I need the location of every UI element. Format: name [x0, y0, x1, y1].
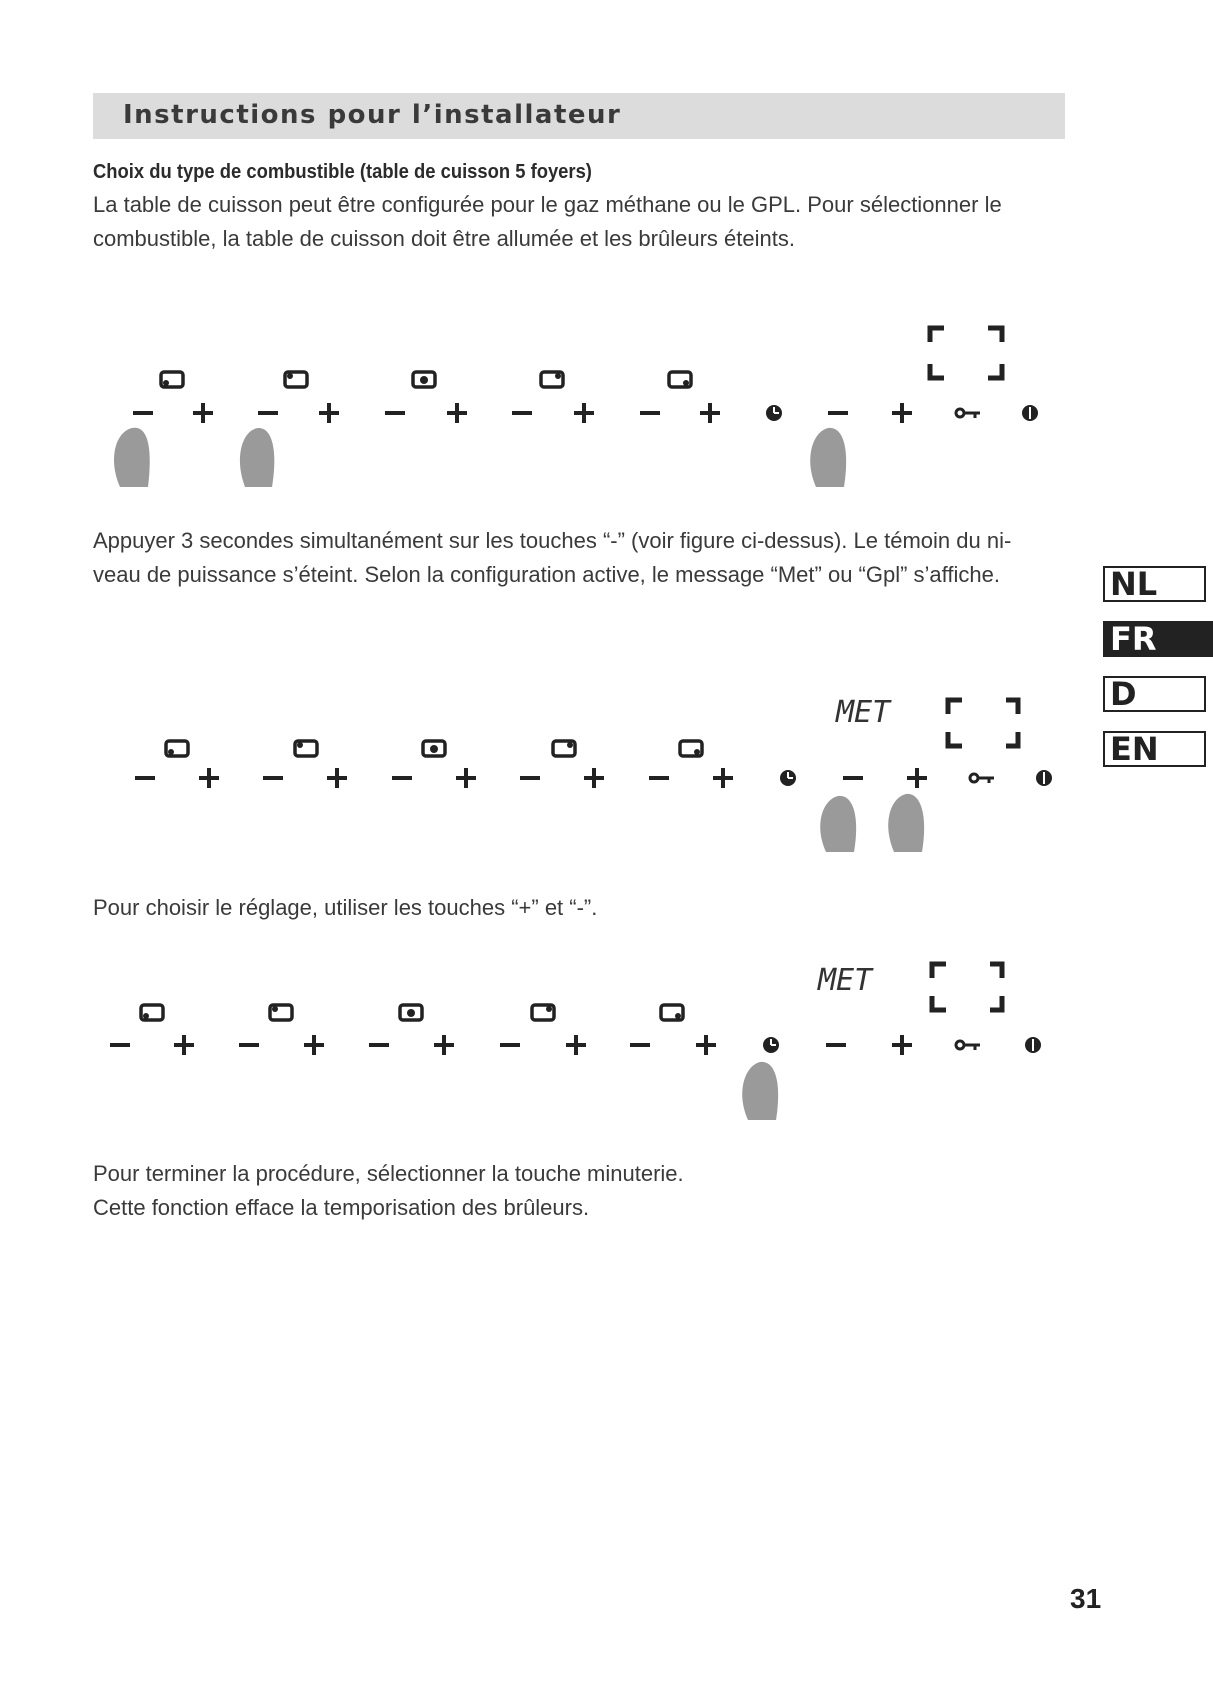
power-icon [1022, 405, 1038, 421]
minus-plus-buttons [110, 1035, 912, 1055]
intro-paragraph [93, 188, 1065, 256]
display-frame [930, 328, 1002, 378]
language-tab-fr[interactable]: FR [1103, 621, 1213, 657]
language-tab-nl[interactable]: NL [1103, 566, 1206, 602]
step1-line-1: Appuyer 3 secondes simultanément sur les touches “-” (voir figure ci-dessus). Le témoin du ni- [93, 528, 1012, 553]
step1-line-2: veau de puissance s’éteint. Selon la configuration active, le message “Met” ou “Gpl” s’affiche. [93, 562, 1000, 587]
finger-icon [240, 428, 274, 487]
step2-paragraph: Pour choisir le réglage, utiliser les touches “+” et “-”. [93, 895, 598, 920]
section-header-bar [93, 93, 1065, 139]
step3-line-2: Cette fonction efface la temporisation des brûleurs. [93, 1195, 590, 1220]
control-panel-figure-3 [0, 950, 1213, 1150]
timer-icon [780, 770, 796, 786]
step3-line-1: Pour terminer la procédure, sélectionner la touche minuterie. [93, 1161, 684, 1186]
language-tab-en[interactable]: EN [1103, 731, 1206, 767]
section-heading: Choix du type de combustible (table de cuisson 5 foyers) [93, 161, 592, 183]
display-frame [948, 700, 1018, 746]
key-lock-icon [970, 774, 994, 783]
control-panel-figure-2 [0, 670, 1213, 870]
language-tab-d[interactable]: D [1103, 676, 1206, 712]
finger-icon [742, 1062, 778, 1120]
minus-plus-buttons [133, 403, 912, 423]
finger-icon [888, 794, 924, 852]
finger-icons [742, 1062, 778, 1120]
control-panel-2-svg [0, 670, 1213, 870]
display-frame [932, 964, 1002, 1010]
step3-paragraph [93, 1157, 1065, 1225]
display-text: MET [818, 963, 873, 998]
burner-icon-dots [163, 373, 689, 386]
power-icon [1025, 1037, 1041, 1053]
step1-paragraph [93, 524, 1065, 592]
timer-icon [766, 405, 782, 421]
finger-icon [114, 428, 150, 487]
finger-icon [820, 796, 856, 852]
finger-icon [810, 428, 846, 487]
burner-icon-dots [168, 742, 700, 755]
finger-icons [114, 428, 846, 487]
page-number: 31 [1070, 1583, 1102, 1614]
control-panel-1-svg [0, 300, 1213, 500]
key-lock-icon [956, 1041, 980, 1050]
burner-icon-dots [143, 1006, 681, 1019]
display-text: MET [836, 695, 891, 730]
page-title: Instructions pour l’installateur [123, 100, 622, 130]
key-lock-icon [956, 409, 980, 418]
intro-line-1: La table de cuisson peut être configurée pour le gaz méthane ou le GPL. Pour sélectionner le [93, 192, 1002, 217]
intro-line-2: combustible, la table de cuisson doit être allumée et les brûleurs éteints. [93, 226, 795, 251]
minus-plus-buttons [135, 768, 927, 788]
finger-icons [820, 794, 924, 852]
control-panel-figure-1 [0, 300, 1213, 500]
timer-icon [763, 1037, 779, 1053]
control-panel-3-svg [0, 950, 1213, 1150]
power-icon [1036, 770, 1052, 786]
